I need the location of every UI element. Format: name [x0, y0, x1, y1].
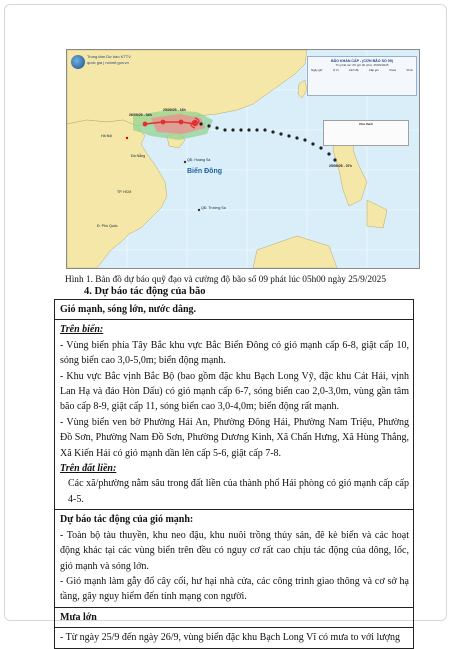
table-row	[55, 300, 413, 320]
table-row	[55, 320, 413, 510]
place-tphcm: TP. HCM	[117, 190, 132, 194]
paragraph: - Gió mạnh làm gẫy đổ cây cối, hư hại nhà cửa, các công trình giao thông và cơ sở hạ tầng, gây nguy hiểm đến tính mạng con người.	[60, 575, 409, 603]
paragraph: - Toàn bộ tàu thuyền, khu neo đậu, khu nuôi trồng thủy sản, đê kè biển và các hoạt động khác tại các vùng biển trên đều có nguy cơ rất cao chịu tác động của dông, lốc, gió mạnh và sóng lớn.	[60, 529, 409, 572]
paragraph: - Vùng biển phía Tây Bắc khu vực Bắc Biển Đông có gió mạnh cấp 6-8, giật cấp 10, sóng biển cao 3,0-5,0m; biển động mạnh.	[60, 339, 409, 367]
row-heading: Mưa lớn	[60, 611, 97, 623]
place-hanoi: Hà Nội	[101, 134, 112, 138]
place-truong-sa: QĐ. Trường Sa	[201, 206, 226, 210]
table-row	[55, 608, 413, 628]
section-title: 4. Dự báo tác động của bão	[84, 286, 206, 297]
paragraph: Các xã/phường nằm sâu trong đất liền của thành phố Hải phòng có gió mạnh cấp cấp 4-5.	[68, 478, 409, 505]
track-time-label: 25/09/25 - 07h	[329, 164, 352, 168]
storm-forecast-map	[66, 49, 420, 269]
section-heading-wrap	[54, 285, 414, 299]
subheading-wind-impact: Dự báo tác động của gió mạnh:	[60, 514, 194, 526]
track-time-label: 26/09/25 - 04h	[129, 113, 152, 117]
agency-logo: Trung tâm Dự báo KTTV quốc gia | nchmf.gov.vn	[71, 54, 127, 74]
paragraph: - Vùng biển ven bờ Phường Hải An, Phường Đông Hải, Phường Nam Triệu, Phường Đồ Sơn, Phường Nam Đồ Sơn, Phường Dương Kinh, Xã Chấn Hưng, Xã Hùng Thắng, Xã Kiến Hải có gió mạnh dần lên cấp 5-6, giật cấp 7-8.	[60, 416, 409, 459]
table-row	[55, 510, 413, 607]
past-track	[199, 122, 336, 161]
figure-caption: Hình 1. Bản đồ dự báo quỹ đạo và cường độ bão số 09 phát lúc 05h00 ngày 25/9/2025	[65, 275, 386, 285]
impact-table	[54, 299, 414, 649]
info-box-table	[311, 68, 413, 72]
map-legend: Chú thích	[323, 120, 409, 146]
place-hoang-sa: QĐ. Hoàng Sa	[187, 158, 211, 162]
subheading-sea: Trên biển:	[60, 324, 104, 336]
table-row	[55, 628, 413, 647]
paragraph: - Khu vực Bắc vịnh Bắc Bộ (bao gồm đặc khu Bạch Long Vỹ, đặc khu Cát Hải, vịnh Lan Hạ và đảo Hòn Dấu) có gió mạnh cấp 6-7, sóng biển cao 2,0-3,0m, vùng gần tâm bão cấp 8-9, giật cấp 11, sóng biển cao 3,0-4,0m; biển động rất mạnh.	[60, 370, 409, 413]
storm-info-box	[307, 56, 417, 96]
info-box-subtitle: Tin phát lúc: 05 giờ 00 phút, 25/09/2025	[335, 63, 389, 67]
land-vietnam	[67, 120, 167, 268]
row-heading: Gió mạnh, sóng lớn, nước dâng.	[60, 304, 197, 315]
track-time-label: 25/09/25 - 16h	[163, 108, 186, 112]
sea-label: Biển Đông	[187, 168, 222, 175]
info-box-header: Ngày giờ Vị trí Kinh độ Cấp gió Vmax Pmin	[311, 68, 413, 72]
paragraph: - Từ ngày 25/9 đến ngày 26/9, vùng biển đặc khu Bạch Long Vĩ có mưa to với lượng	[60, 632, 401, 644]
place-phu-quoc: Đ. Phú Quốc	[97, 224, 118, 228]
subheading-land: Trên đất liền:	[60, 463, 117, 475]
globe-logo-icon	[71, 55, 85, 69]
info-box-title: BÃO KHẨN CẤP - (CƠN BÃO SỐ 09)	[331, 59, 393, 63]
place-da-nang: Đà Nẵng	[131, 154, 146, 158]
